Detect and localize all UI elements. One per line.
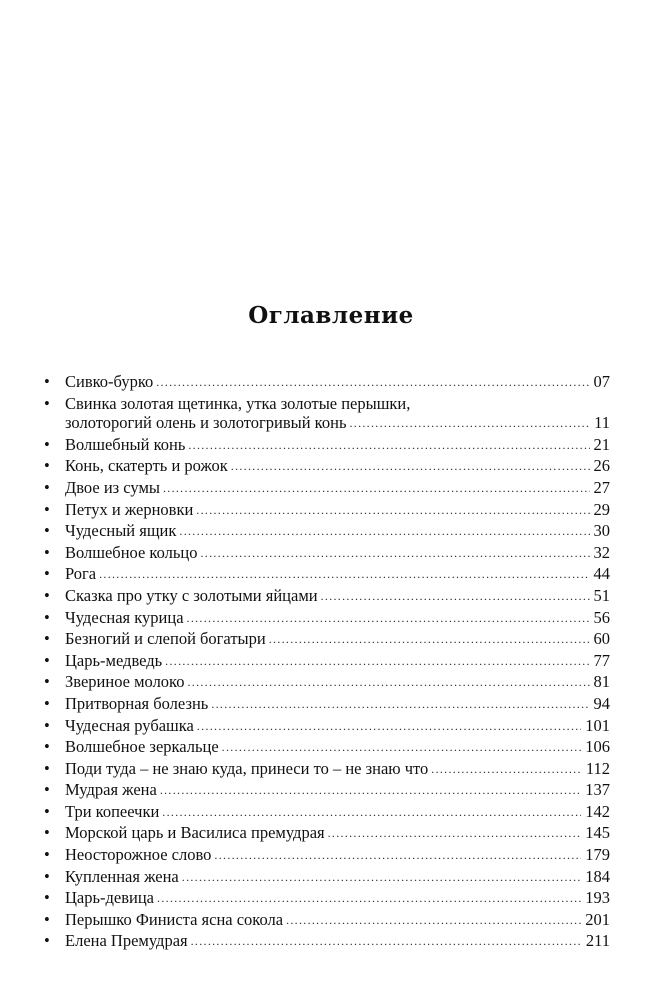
dot-leader bbox=[188, 436, 589, 456]
toc-entry bbox=[44, 372, 610, 394]
bullet: • bbox=[44, 542, 50, 562]
bullet: • bbox=[44, 737, 50, 757]
bullet: • bbox=[44, 909, 50, 929]
entry-title: Волшебное кольцо bbox=[65, 542, 198, 562]
page-number: 137 bbox=[585, 780, 610, 800]
bullet: • bbox=[44, 372, 50, 391]
dot-leader bbox=[179, 522, 589, 542]
dot-leader bbox=[214, 846, 581, 866]
entry-title: Мудрая жена bbox=[65, 780, 157, 800]
entry-title: Чудесная курица bbox=[65, 607, 184, 627]
dot-leader bbox=[156, 373, 589, 393]
page-number: 211 bbox=[585, 931, 610, 951]
toc-entry bbox=[44, 802, 610, 824]
toc-entry bbox=[44, 500, 610, 522]
page-number: 201 bbox=[585, 909, 610, 929]
page-number: 101 bbox=[585, 715, 610, 735]
entry-title: Звериное молоко bbox=[65, 672, 185, 692]
dot-leader bbox=[187, 609, 590, 629]
entry-title: Рога bbox=[65, 564, 97, 584]
dot-leader bbox=[222, 738, 582, 758]
bullet: • bbox=[44, 693, 50, 713]
bullet: • bbox=[44, 499, 50, 519]
dot-leader bbox=[157, 889, 581, 909]
dot-leader bbox=[231, 457, 590, 477]
entry-title: Поди туда – не знаю куда, принеси то – не знаю что bbox=[65, 758, 429, 778]
page-number: 44 bbox=[593, 564, 610, 584]
dot-leader bbox=[200, 544, 589, 564]
entry-title: Конь, скатерть и рожок bbox=[65, 456, 228, 476]
toc-entry bbox=[44, 543, 610, 565]
page-number: 32 bbox=[593, 542, 610, 562]
page-number: 51 bbox=[593, 585, 610, 605]
toc-entry bbox=[44, 867, 610, 889]
entry-title: Петух и жерновки bbox=[65, 499, 194, 519]
bullet: • bbox=[44, 823, 50, 843]
toc-entry bbox=[44, 759, 610, 781]
entry-title: Волшебный конь bbox=[65, 434, 186, 454]
entry-title: Неосторожное слово bbox=[65, 845, 212, 865]
entry-title: Чудесный ящик bbox=[65, 521, 177, 541]
bullet: • bbox=[44, 629, 50, 649]
bullet: • bbox=[44, 585, 50, 605]
toc-entry bbox=[44, 845, 610, 867]
entry-title: золоторогий олень и золотогривый конь bbox=[65, 413, 347, 433]
bullet: • bbox=[44, 780, 50, 800]
toc-entry bbox=[44, 629, 610, 651]
entry-title: Сивко-бурко bbox=[65, 372, 154, 391]
page-number: 179 bbox=[585, 845, 610, 865]
bullet: • bbox=[44, 672, 50, 692]
dot-leader bbox=[269, 630, 590, 650]
page-number: 60 bbox=[593, 629, 610, 649]
toc-entry bbox=[44, 608, 610, 630]
toc-entry bbox=[44, 910, 610, 932]
page-number: 142 bbox=[585, 801, 610, 821]
dot-leader bbox=[187, 673, 589, 693]
toc-entry bbox=[44, 888, 610, 910]
page-number: 27 bbox=[593, 477, 610, 497]
entry-title: Царь-медведь bbox=[65, 650, 163, 670]
entry-title: Волшебное зеркальце bbox=[65, 737, 219, 757]
entry-title: Три копеечки bbox=[65, 801, 160, 821]
entry-title-line1: Свинка золотая щетинка, утка золотые перышки, bbox=[65, 393, 411, 413]
page-number: 77 bbox=[593, 650, 610, 670]
toc-entry bbox=[44, 478, 610, 500]
toc-entry bbox=[44, 586, 610, 608]
page-number: 26 bbox=[593, 456, 610, 476]
dot-leader bbox=[321, 587, 590, 607]
toc-entry bbox=[44, 521, 610, 543]
page-number: 29 bbox=[593, 499, 610, 519]
toc-entry bbox=[44, 435, 610, 457]
entry-title: Царь-девица bbox=[65, 888, 155, 908]
toc-entry bbox=[44, 394, 610, 435]
page-number: 184 bbox=[585, 866, 610, 886]
bullet: • bbox=[44, 888, 50, 908]
entry-title: Перышко Финиста ясна сокола bbox=[65, 909, 284, 929]
page-title: Оглавление bbox=[248, 302, 414, 329]
entry-title: Двое из сумы bbox=[65, 477, 160, 497]
entry-title: Сказка про утку с золотыми яйцами bbox=[65, 585, 318, 605]
bullet: • bbox=[44, 650, 50, 670]
dot-leader bbox=[163, 479, 590, 499]
bullet: • bbox=[44, 758, 50, 778]
bullet: • bbox=[44, 434, 50, 454]
dot-leader bbox=[196, 501, 589, 521]
bullet: • bbox=[44, 564, 50, 584]
page-number: 145 bbox=[585, 823, 610, 843]
page-number: 193 bbox=[585, 888, 610, 908]
page-number: 112 bbox=[585, 758, 610, 778]
dot-leader bbox=[431, 760, 582, 780]
page-number: 81 bbox=[593, 672, 610, 692]
page-number: 56 bbox=[593, 607, 610, 627]
entry-title: Притворная болезнь bbox=[65, 693, 209, 713]
dot-leader bbox=[165, 652, 589, 672]
page-number: 07 bbox=[593, 372, 610, 391]
bullet: • bbox=[44, 715, 50, 735]
page-number: 106 bbox=[585, 737, 610, 757]
page-number: 21 bbox=[593, 434, 610, 454]
bullet: • bbox=[44, 931, 50, 951]
toc-entry bbox=[44, 672, 610, 694]
entry-title: Безногий и слепой богатыри bbox=[65, 629, 266, 649]
bullet: • bbox=[44, 607, 50, 627]
toc-entry bbox=[44, 931, 610, 953]
page-number: 11 bbox=[594, 413, 610, 433]
bullet: • bbox=[44, 866, 50, 886]
toc-entry bbox=[44, 651, 610, 673]
toc-entry bbox=[44, 564, 610, 586]
bullet: • bbox=[44, 393, 50, 413]
page-number: 94 bbox=[593, 693, 610, 713]
bullet: • bbox=[44, 845, 50, 865]
dot-leader bbox=[328, 824, 582, 844]
dot-leader bbox=[211, 695, 589, 715]
dot-leader bbox=[191, 932, 582, 952]
toc-entry bbox=[44, 716, 610, 738]
entry-title: Чудесная рубашка bbox=[65, 715, 194, 735]
dot-leader bbox=[197, 717, 581, 737]
toc-entry bbox=[44, 780, 610, 802]
toc-entry bbox=[44, 737, 610, 759]
bullet: • bbox=[44, 477, 50, 497]
bullet: • bbox=[44, 456, 50, 476]
dot-leader bbox=[349, 414, 590, 434]
entry-title: Купленная жена bbox=[65, 866, 179, 886]
dot-leader bbox=[162, 803, 581, 823]
toc-entry bbox=[44, 823, 610, 845]
dot-leader bbox=[286, 911, 581, 931]
entry-title: Морской царь и Василиса премудрая bbox=[65, 823, 325, 843]
page-number: 30 bbox=[593, 521, 610, 541]
dot-leader bbox=[182, 868, 581, 888]
dot-leader bbox=[99, 565, 589, 585]
toc-entry bbox=[44, 456, 610, 478]
bullet: • bbox=[44, 801, 50, 821]
table-of-contents bbox=[44, 372, 610, 953]
entry-title: Елена Премудрая bbox=[65, 931, 188, 951]
dot-leader bbox=[160, 781, 581, 801]
bullet: • bbox=[44, 521, 50, 541]
toc-entry bbox=[44, 694, 610, 716]
